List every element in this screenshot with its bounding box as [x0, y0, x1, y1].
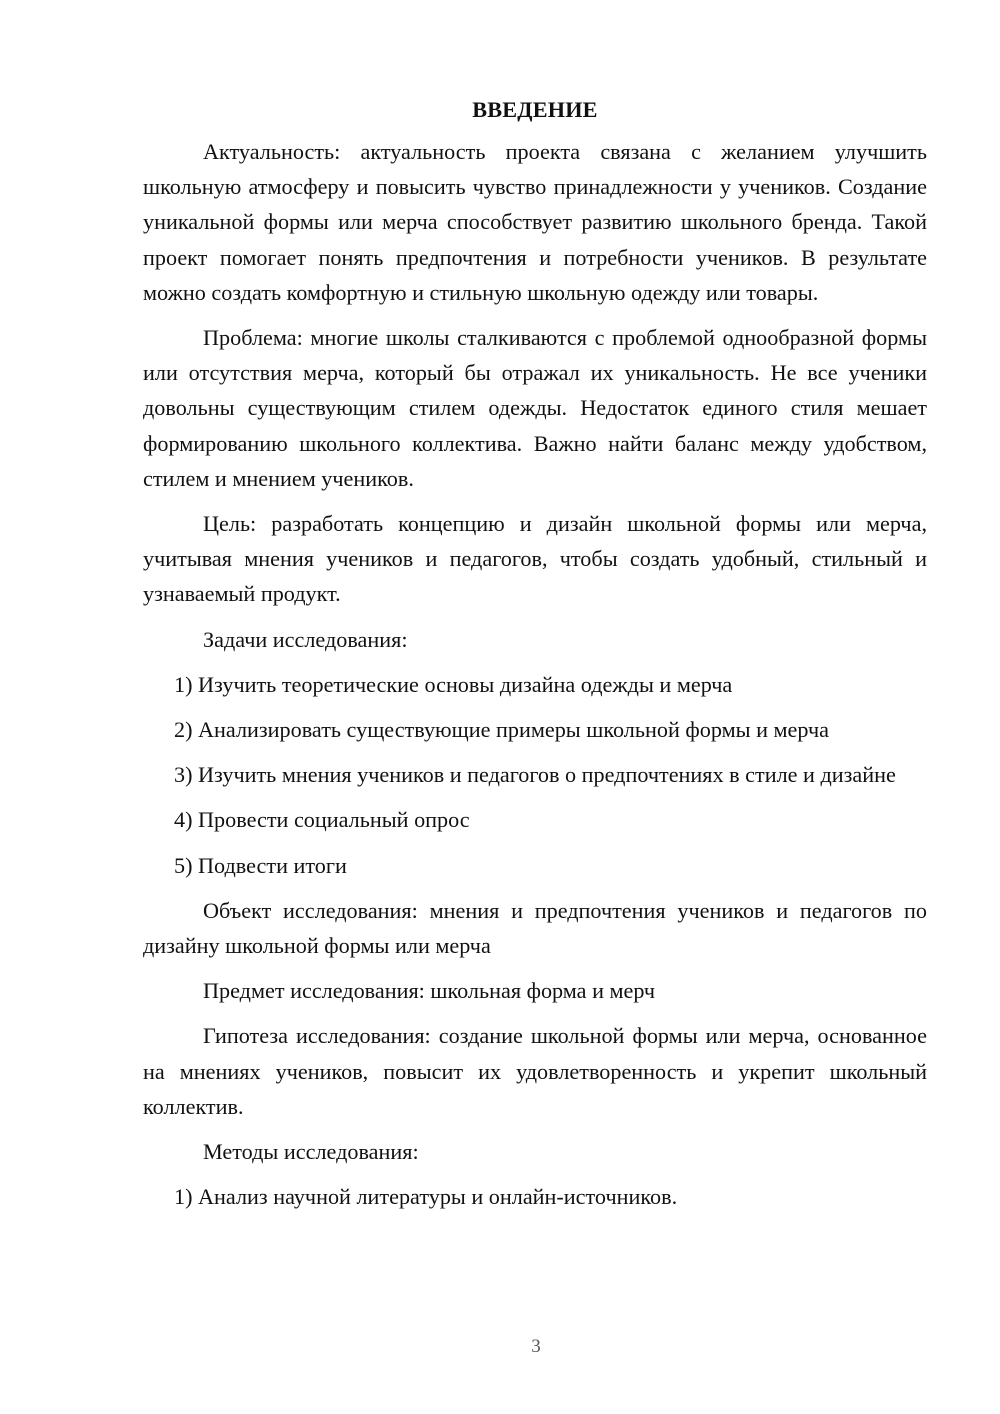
task-item-1: 1) Изучить теоретические основы дизайна одежды и мерча	[174, 671, 733, 697]
research-subject-paragraph: Предмет исследования: школьная форма и мерч	[203, 978, 656, 1004]
method-item-1: 1) Анализ научной литературы и онлайн-источников.	[174, 1184, 678, 1210]
task-item-3: 3) Изучить мнения учеников и педагогов о предпочтениях в стиле и дизайне	[174, 762, 896, 788]
goal-paragraph: Цель: разработать концепцию и дизайн школьной формы или мерча, учитывая мнения учеников и педагогов, чтобы создать удобный, стильный и узнаваемый продукт.	[143, 511, 927, 607]
methods-heading: Методы исследования:	[203, 1139, 419, 1165]
task-item-4: 4) Провести социальный опрос	[174, 807, 470, 833]
problem-paragraph: Проблема: многие школы сталкиваются с проблемой однообразной формы или отсутствия мерча, который бы отражал их уникальность. Не все ученики довольны существующим стилем одежды. Недостаток единого стиля мешает формированию школьного коллектива. Важно найти баланс между удобством, стилем и мнением учеников.	[143, 325, 927, 491]
tasks-heading: Задачи исследования:	[203, 626, 408, 652]
research-object-paragraph: Объект исследования: мнения и предпочтения учеников и педагогов по дизайну школьной формы или мерча	[143, 897, 927, 959]
relevance-paragraph: Актуальность: актуальность проекта связана с желанием улучшить школьную атмосферу и повысить чувство принадлежности у учеников. Создание уникальной формы или мерча способствует развитию школьного бренда. Такой проект помогает понять предпочтения и потребности учеников. В результате можно создать комфортную и стильную школьную одежду или товары.	[143, 139, 927, 305]
page-number: 3	[531, 1336, 541, 1357]
page-title: ВВЕДЕНИЕ	[472, 97, 598, 122]
document-body	[143, 96, 927, 1214]
task-item-5: 5) Подвести итоги	[174, 852, 347, 878]
task-item-2: 2) Анализировать существующие примеры школьной формы и мерча	[174, 717, 829, 743]
hypothesis-paragraph: Гипотеза исследования: создание школьной формы или мерча, основанное на мнениях учеников, повысит их удовлетворенность и укрепит школьный коллектив.	[143, 1023, 927, 1119]
